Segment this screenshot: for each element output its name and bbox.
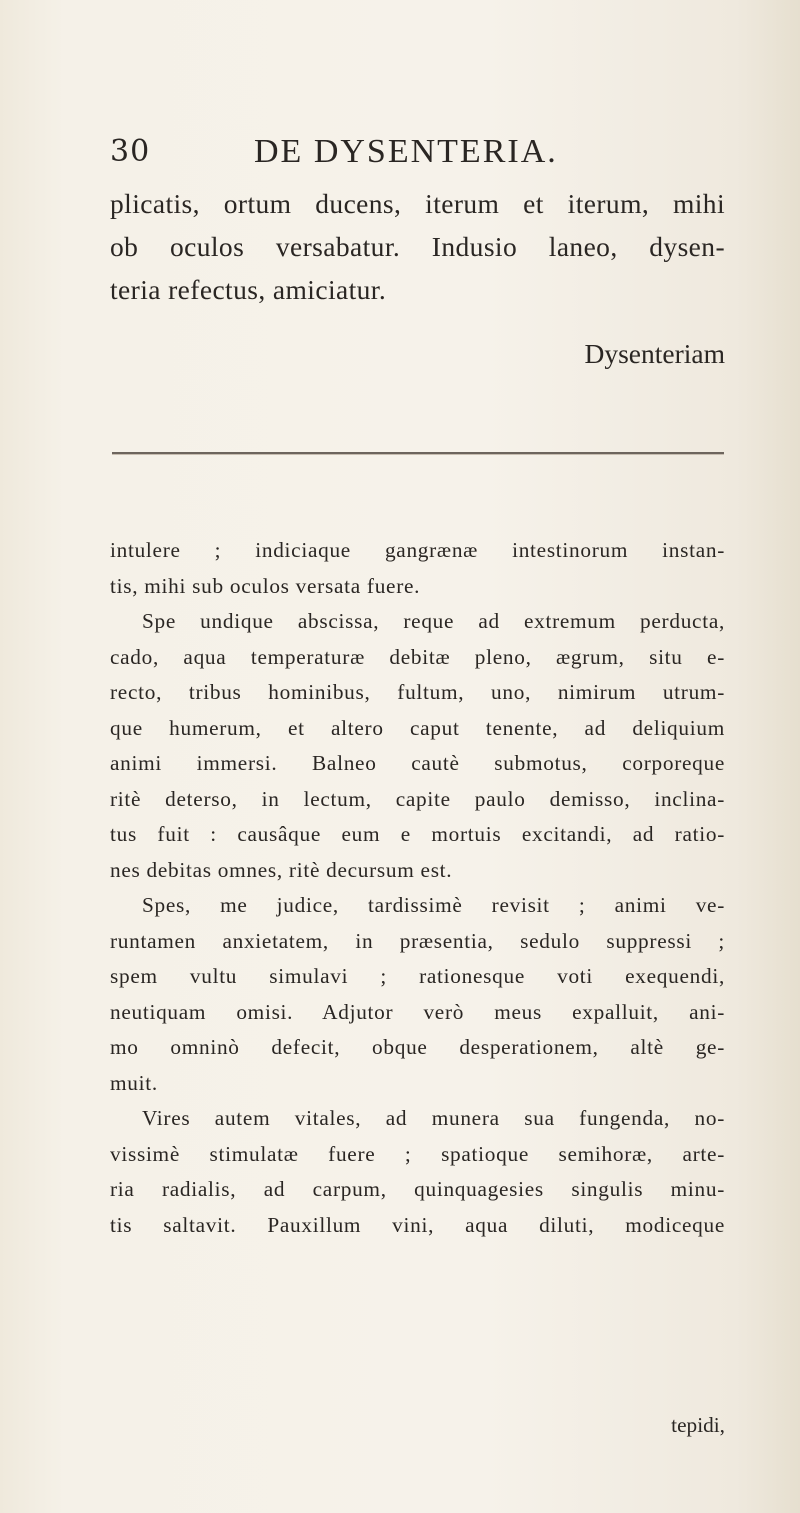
text-line: ria radialis, ad carpum, quinquagesies singulis minu- <box>110 1177 725 1201</box>
text-line: recto, tribus hominibus, fultum, uno, nimirum utrum- <box>110 680 725 704</box>
text-line: muit. <box>110 1070 158 1095</box>
text-line: cado, aqua temperaturæ debitæ pleno, ægrum, situ e- <box>110 644 725 669</box>
running-title: DE DYSENTERIA. <box>254 133 558 170</box>
text-line: ob oculos versabatur. Indusio laneo, dysen- <box>110 231 725 262</box>
text-line: vissimè stimulatæ fuere ; spatioque semihoræ, arte- <box>110 1141 725 1166</box>
paragraph-first-line: Spe undique abscissa, reque ad extremum perducta, <box>142 609 725 633</box>
page-number: 30 <box>110 134 151 169</box>
text-line: neutiquam omisi. Adjutor verò meus expalluit, ani- <box>110 999 725 1024</box>
page-header <box>110 132 730 182</box>
text-line: animi immersi. Balneo cautè submotus, corporeque <box>110 751 725 775</box>
text-line: ritè deterso, in lectum, capite paulo demisso, inclina- <box>110 786 725 811</box>
catchword-upper: Dysenteriam <box>584 338 725 369</box>
text-line: tis saltavit. Pauxillum vini, aqua diluti, modiceque <box>110 1212 725 1237</box>
text-line: nes debitas omnes, ritè decursum est. <box>110 857 453 882</box>
text-line: plicatis, ortum ducens, iterum et iterum, mihi <box>110 188 725 219</box>
page-divider-shadow <box>112 454 724 455</box>
text-line: teria refectus, amiciatur. <box>110 274 387 305</box>
upper-text-block <box>110 182 725 311</box>
text-line: mo omninò defecit, obque desperationem, altè ge- <box>110 1035 725 1059</box>
text-line: spem vultu simulavi ; rationesque voti exequendi, <box>110 964 725 988</box>
paragraph-first-line: Vires autem vitales, ad munera sua fungenda, no- <box>142 1106 725 1130</box>
text-line: runtamen anxietatem, in præsentia, sedulo suppressi ; <box>110 928 725 953</box>
catchword-lower: tepidi, <box>671 1413 725 1437</box>
text-line: intulere ; indiciaque gangrænæ intestinorum instan- <box>110 538 725 562</box>
paragraph-first-line: Spes, me judice, tardissimè revisit ; animi ve- <box>142 893 725 917</box>
text-line: tis, mihi sub oculos versata fuere. <box>110 573 421 598</box>
text-line: tus fuit : causâque eum e mortuis excitandi, ad ratio- <box>110 822 725 846</box>
lower-text-block <box>110 533 725 1243</box>
text-line: que humerum, et altero caput tenente, ad deliquium <box>110 715 725 740</box>
